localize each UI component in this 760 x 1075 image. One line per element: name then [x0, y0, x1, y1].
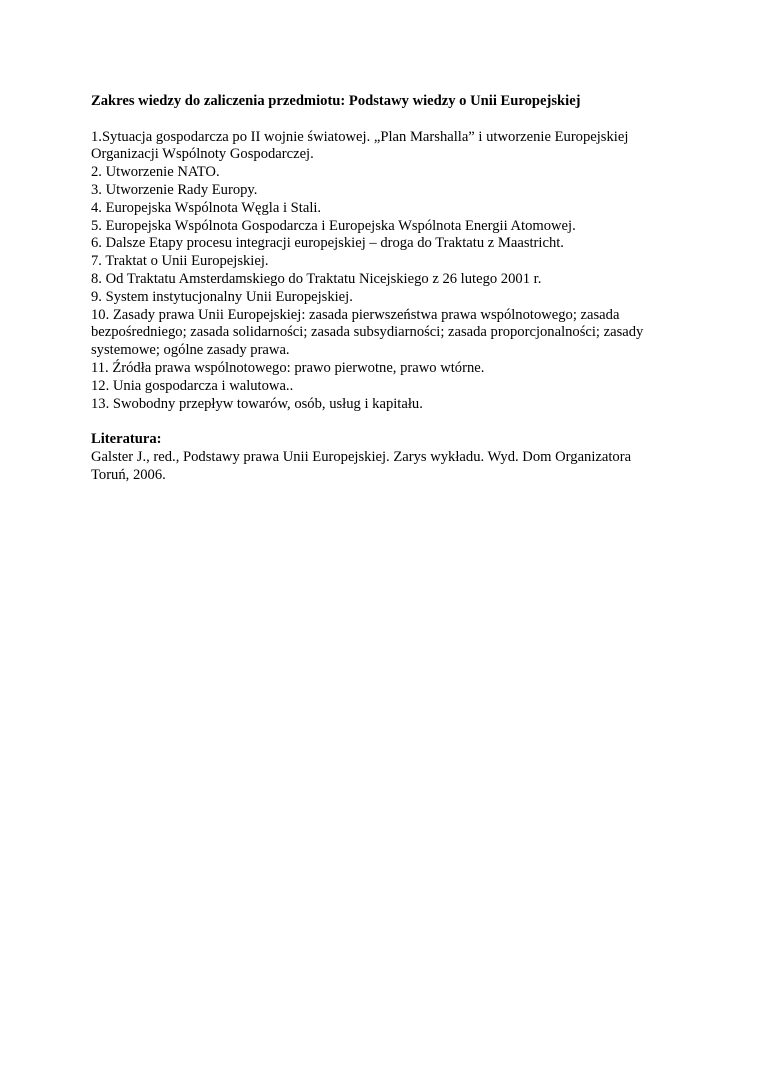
list-item: 9. System instytucjonalny Unii Europejskiej. [91, 288, 353, 305]
document-title: Zakres wiedzy do zaliczenia przedmiotu: Podstawy wiedzy o Unii Europejskiej [91, 93, 581, 109]
list-item: 12. Unia gospodarcza i walutowa.. [91, 377, 294, 394]
list-item: 7. Traktat o Unii Europejskiej. [91, 253, 269, 270]
list-item: 6. Dalsze Etapy procesu integracji europejskiej – droga do Traktatu z Maastricht. [91, 235, 564, 252]
list-item: 10. Zasady prawa Unii Europejskiej: zasada pierwszeństwa prawa wspólnotowego; zasada bezpośredniego; zasada solidarności; zasada subsydiarności; zasada proporcjonalności; zasady systemowe; ogólne zasady prawa. [91, 306, 644, 359]
list-item: 11. Źródła prawa wspólnotowego: prawo pierwotne, prawo wtórne. [91, 359, 485, 376]
list-item: 1.Sytuacja gospodarcza po II wojnie światowej. „Plan Marshalla” i utworzenie Europejskiej Organizacji Wspólnoty Gospodarczej. [91, 128, 629, 163]
list-item: 2. Utworzenie NATO. [91, 164, 220, 181]
literature-heading: Literatura: [91, 431, 162, 448]
literature-text: Galster J., red., Podstawy prawa Unii Europejskiej. Zarys wykładu. Wyd. Dom Organizatora Toruń, 2006. [91, 448, 632, 483]
topic-list [91, 129, 691, 414]
document-page [91, 93, 691, 485]
list-item: 8. Od Traktatu Amsterdamskiego do Traktatu Nicejskiego z 26 lutego 2001 r. [91, 270, 542, 287]
list-item: 4. Europejska Wspólnota Węgla i Stali. [91, 199, 322, 216]
list-item: 5. Europejska Wspólnota Gospodarcza i Europejska Wspólnota Energii Atomowej. [91, 217, 576, 234]
list-item: 13. Swobodny przepływ towarów, osób, usług i kapitału. [91, 395, 423, 412]
list-item: 3. Utworzenie Rady Europy. [91, 181, 258, 198]
